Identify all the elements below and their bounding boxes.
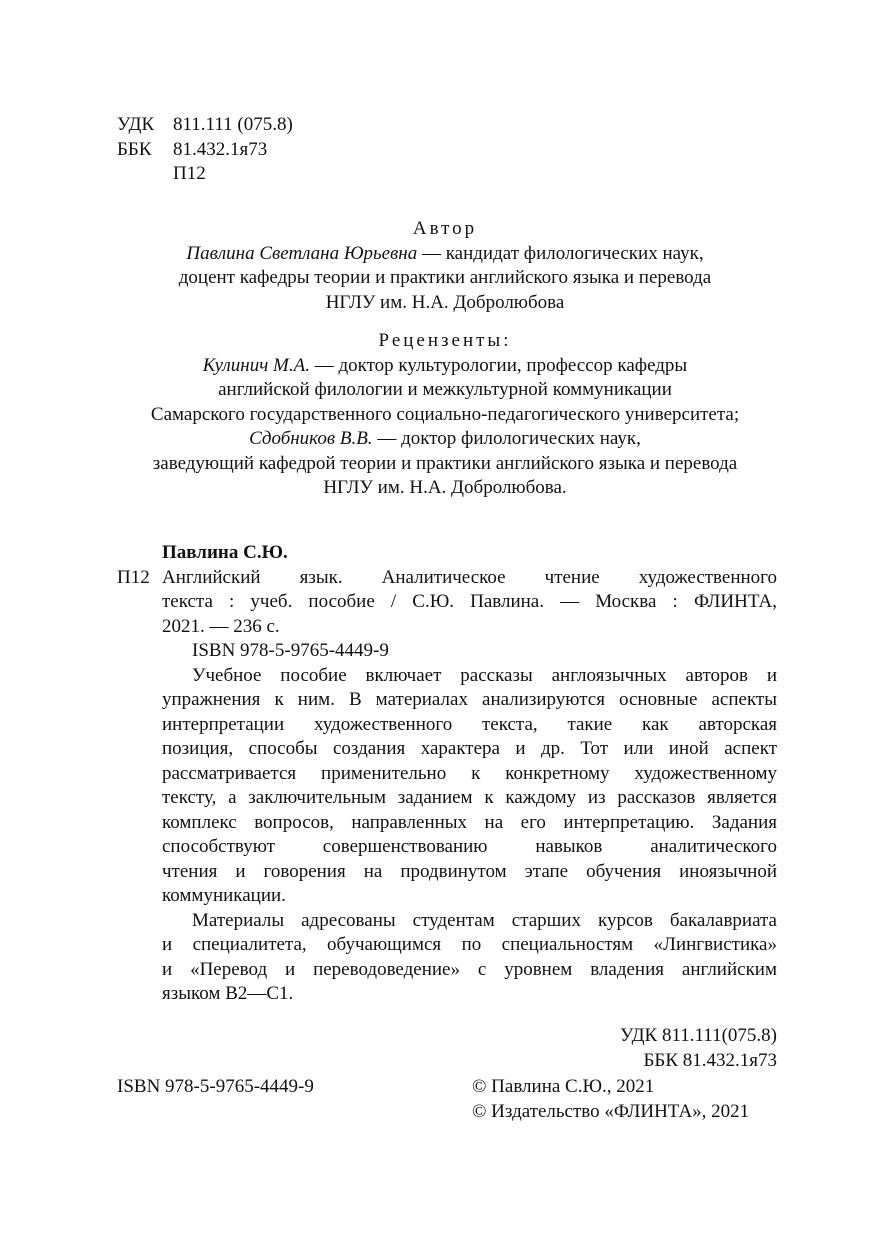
author-heading: Автор [412,218,478,239]
reviewer1-line-2: английской филологии и межкультурной коммуникации [218,379,672,400]
catalog-title-row [117,566,777,640]
author-line-3: НГЛУ им. Н.А. Добролюбова [325,291,565,313]
abstract-paragraph-1 [117,664,777,909]
reviewer2-name: Сдобников В.В. [249,428,373,449]
author-desc-1: — кандидат филологических наук, [417,242,704,264]
abstract-line: чтения и говорения на продвинутом этапе обучения иноязычной [162,860,777,882]
reviewer2-desc-1: — доктор филологических наук, [372,428,641,449]
copyright-publisher: © Издательство «ФЛИНТА», 2021 [472,1100,750,1122]
bbk-value: 81.432.1я73 [173,138,268,160]
reviewer2-line-1 [100,427,790,452]
abstract-line: позиция, способы создания характера и др. Тот или иной аспект [162,738,777,759]
reviewer2-line-3: НГЛУ им. Н.А. Добролюбова. [323,477,567,498]
footer-isbn: ISBN 978-5-9765-4449-9 [117,1076,314,1097]
abstract-line: и «Перевод и переводоведение» с уровнем владения английским [162,958,777,980]
reviewer1-desc-1: — доктор культурологии, профессор кафедры [309,354,688,376]
footer-codes [620,1024,777,1073]
udk-row [117,113,293,138]
abstract-line: упражнения к ним. В материалах анализируются основные аспекты [162,689,777,710]
title-line: Английский язык. Аналитическое чтение художественного [162,566,777,588]
footer-bbk: ББК 81.432.1я73 [643,1049,777,1071]
catalog-title [162,566,777,640]
copyright-block [472,1075,749,1124]
reviewer1-line-1 [100,354,790,379]
author-mark: П12 [173,163,206,184]
copyright-author: © Павлина С.Ю., 2021 [472,1076,655,1097]
catalog-author: Павлина С.Ю. [162,542,288,563]
footer-udk: УДК 811.111(075.8) [620,1025,777,1046]
abstract-paragraph-2 [117,909,777,1007]
abstract-line: Учебное пособие включает рассказы англоязычных авторов и [192,664,777,686]
abstract-line: и специалитета, обучающимся по специальностям «Лингвистика» [162,934,777,955]
udk-value: 811.111 (075.8) [173,114,293,135]
abstract-line: Материалы адресованы студентам старших курсов бакалавриата [192,909,777,931]
reviewer2-line-2: заведующий кафедрой теории и практики английского языка и перевода [152,452,738,474]
udk-label: УДК [117,114,155,135]
catalog-isbn: ISBN 978-5-9765-4449-9 [192,640,389,661]
bbk-row [117,138,293,163]
author-line-1 [100,242,790,267]
abstract-line: рассматривается применительно к конкретному художественному [162,762,777,784]
reviewers-heading: Рецензенты: [378,330,512,351]
author-line-2: доцент кафедры теории и практики английского языка и перевода [178,267,712,288]
abstract-line: комплекс вопросов, направленных на его интерпретацию. Задания [162,811,777,833]
abstract-line: тексту, а заключительным заданием к каждому из рассказов является [162,787,777,808]
classification-codes [117,113,293,187]
abstract-line: интерпретации художественного текста, такие как авторская [162,713,777,735]
abstract-line: способствуют совершенствованию навыков аналитического [162,836,777,857]
reviewer1-name: Кулинич М.А. [202,354,310,376]
abstract-line: коммуникации. [162,885,286,906]
credits-block [100,217,790,501]
abstract-line: языком B2—C1. [162,983,294,1004]
author-name: Павлина Светлана Юрьевна [186,242,418,264]
reviewer1-line-3: Самарского государственного социально-педагогического университета; [150,403,740,425]
catalog-entry [117,541,777,1007]
catalog-mark: П12 [117,566,150,588]
title-line: 2021. — 236 с. [162,615,280,637]
title-line: текста : учеб. пособие / С.Ю. Павлина. — Москва : ФЛИНТА, [162,591,777,612]
bbk-label: ББК [117,138,152,160]
